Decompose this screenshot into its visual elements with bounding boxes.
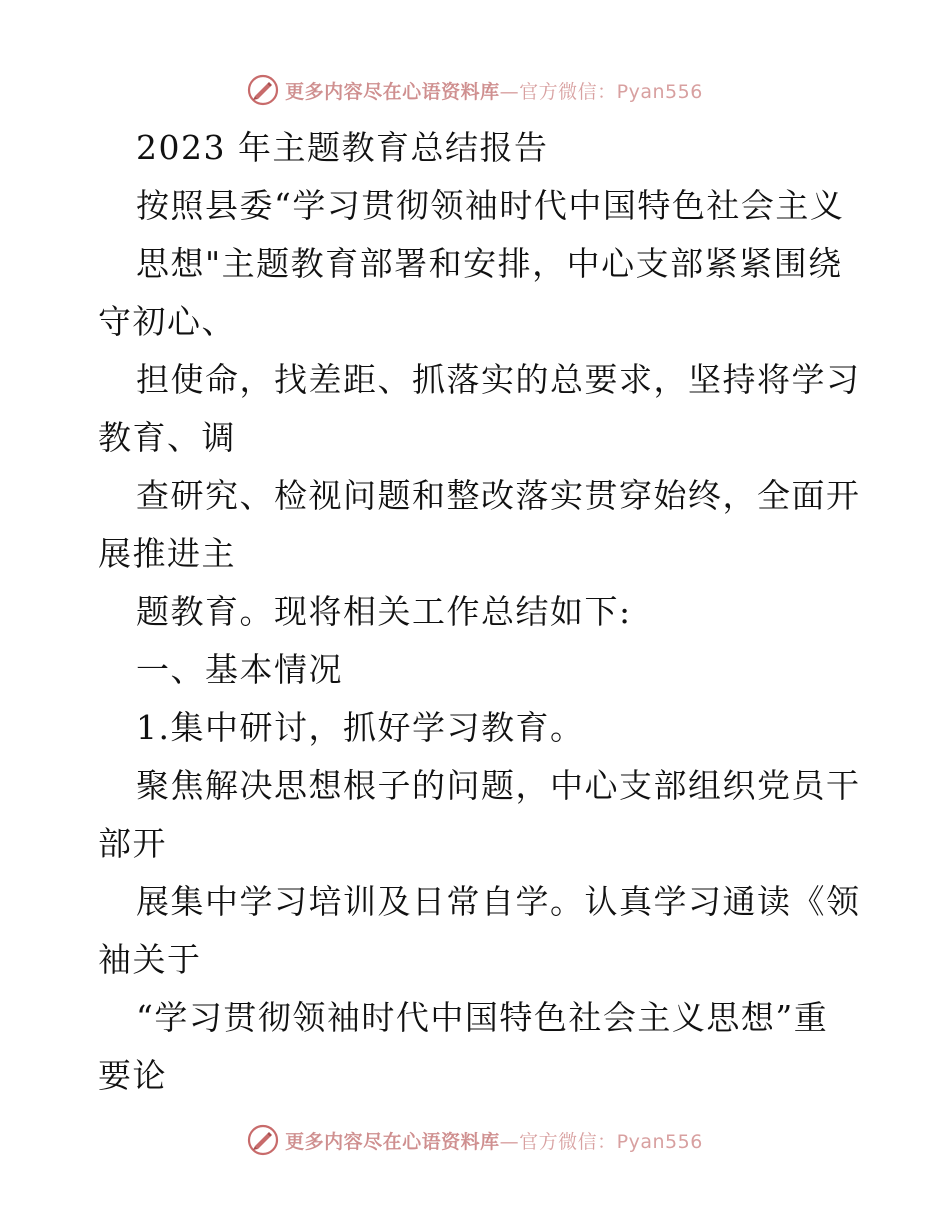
- paragraph-line: 展推进主: [98, 534, 236, 573]
- watermark-text: [285, 1127, 703, 1154]
- paragraph-line: 教育、调: [98, 418, 236, 457]
- paragraph-line: 按照县委“学习贯彻领袖时代中国特色社会主义: [136, 186, 845, 225]
- subsection-heading: 1.集中研讨，抓好学习教育。: [136, 708, 585, 747]
- pen-logo-icon: [247, 74, 279, 106]
- paragraph-line: 守初心、: [98, 302, 236, 341]
- watermark-contact: —官方微信：Pyan556: [499, 1130, 703, 1153]
- header-watermark: [0, 72, 950, 108]
- watermark-brand: 更多内容尽在心语资料库: [285, 1130, 500, 1153]
- paragraph-line: 思想"主题教育部署和安排，中心支部紧紧围绕: [136, 244, 843, 283]
- footer-watermark: [0, 1122, 950, 1158]
- paragraph-line: 担使命，找差距、抓落实的总要求，坚持将学习: [136, 360, 861, 399]
- paragraph-line: 部开: [98, 824, 167, 863]
- paragraph-line: 查研究、检视问题和整改落实贯穿始终，全面开: [136, 476, 861, 515]
- watermark-contact: —官方微信：Pyan556: [499, 80, 703, 103]
- paragraph-line: 展集中学习培训及日常自学。认真学习通读《领: [136, 882, 861, 921]
- paragraph-line: 聚焦解决思想根子的问题，中心支部组织党员干: [136, 766, 861, 805]
- paragraph-line: 袖关于: [98, 940, 202, 979]
- watermark-brand: 更多内容尽在心语资料库: [285, 80, 500, 103]
- pen-logo-icon: [247, 1124, 279, 1156]
- section-heading: 一、基本情况: [136, 650, 343, 689]
- watermark-text: [285, 77, 703, 104]
- paragraph-line: 题教育。现将相关工作总结如下:: [136, 592, 632, 631]
- document-title: 2023 年主题教育总结报告: [136, 128, 549, 167]
- paragraph-line: 要论: [98, 1056, 167, 1095]
- paragraph-line: “学习贯彻领袖时代中国特色社会主义思想”重: [136, 998, 829, 1037]
